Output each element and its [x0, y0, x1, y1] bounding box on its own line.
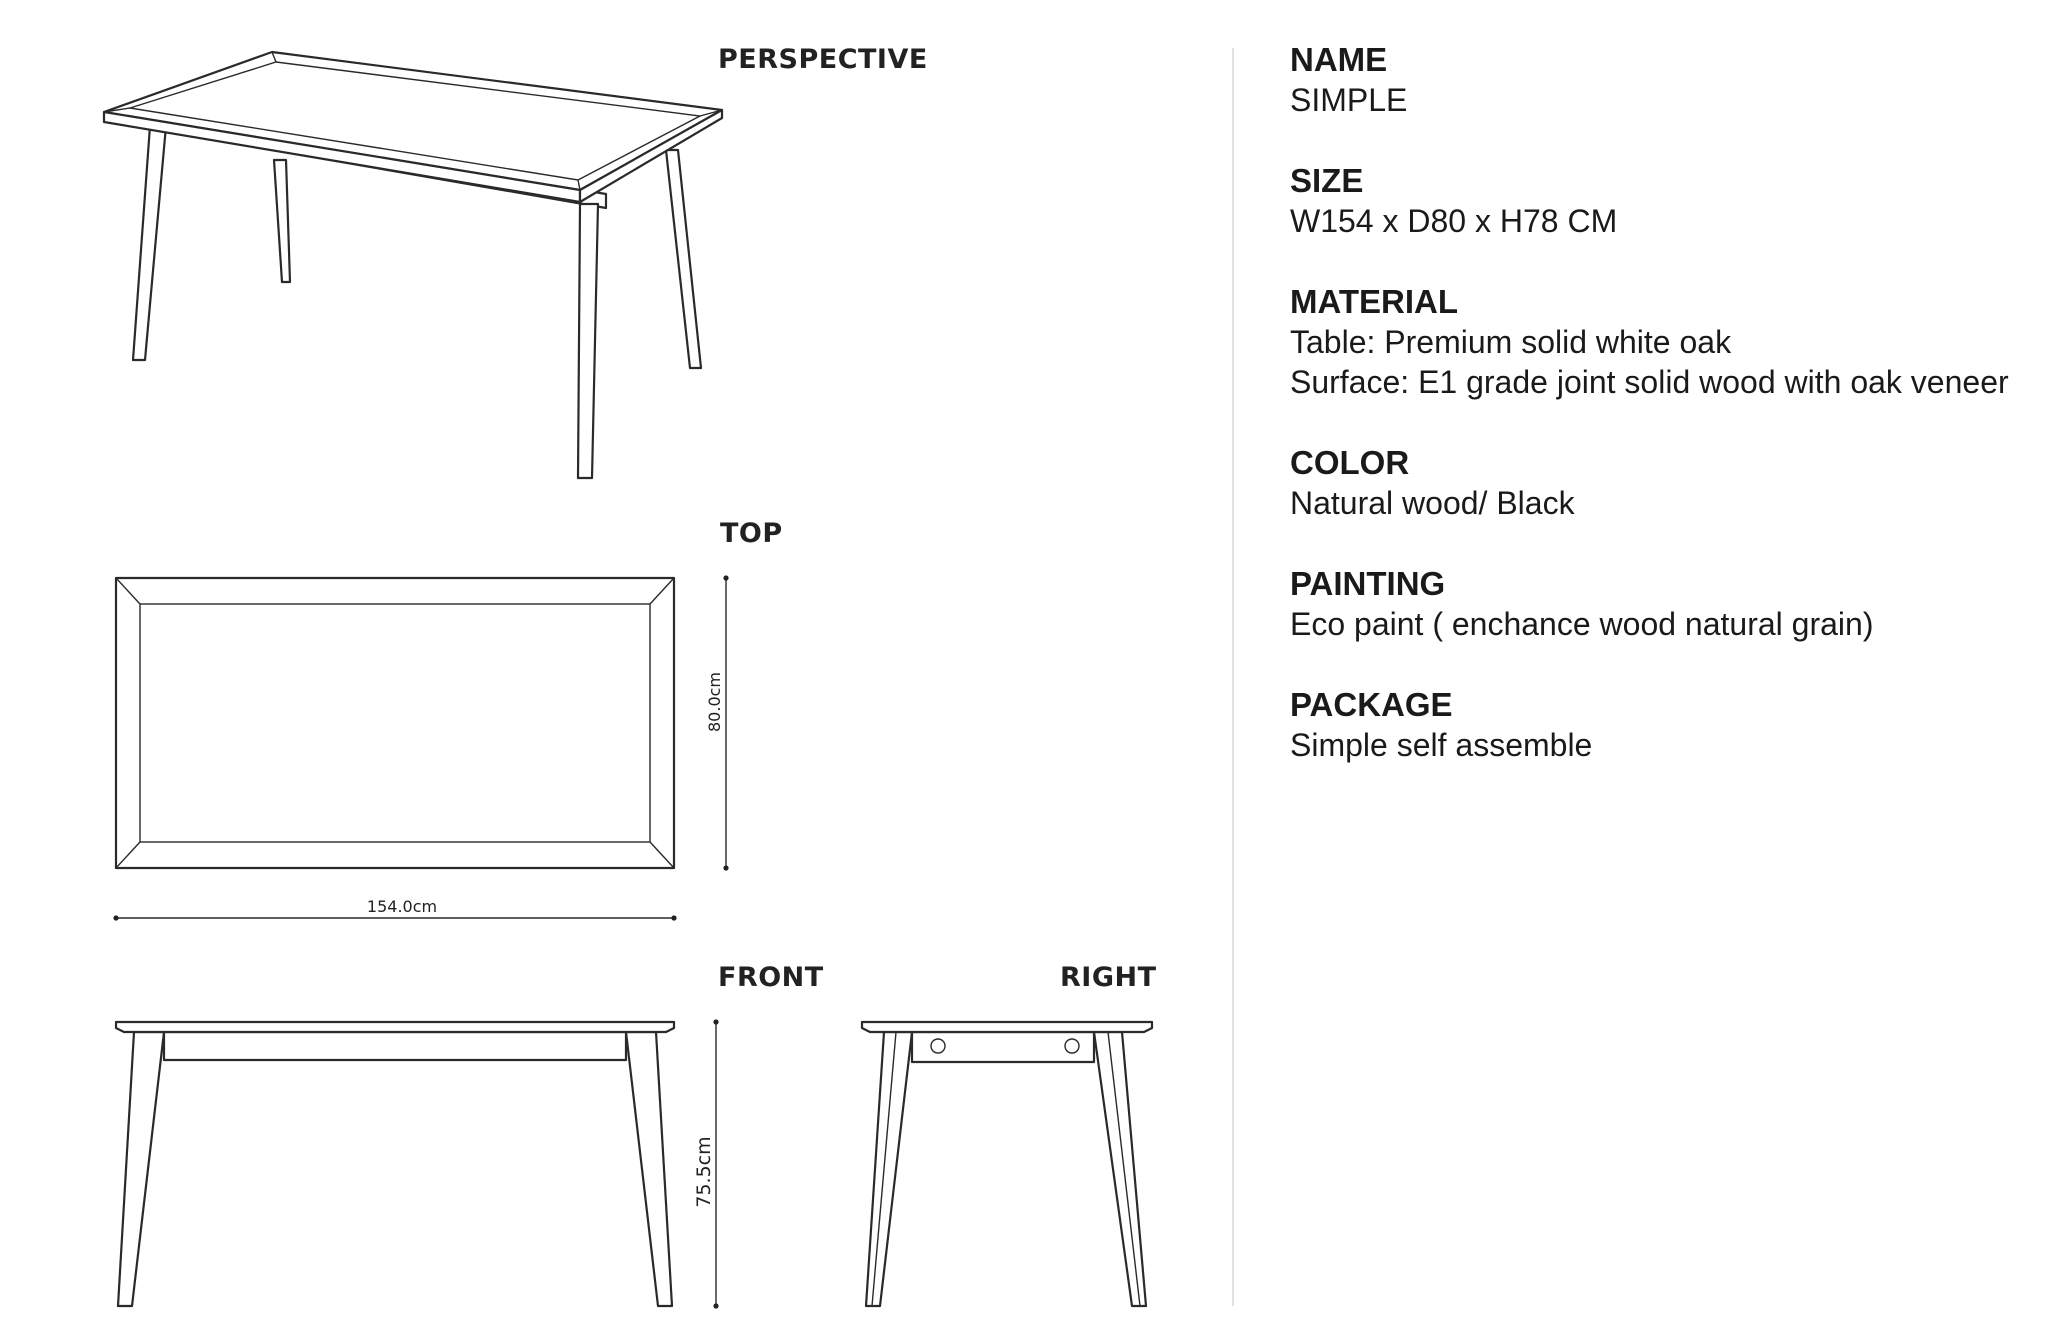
spec-panel: [1290, 40, 2030, 806]
spec-value: SIMPLE: [1290, 82, 1408, 118]
spec-material: [1290, 282, 2030, 402]
spec-title: MATERIAL: [1290, 283, 1459, 320]
depth-dimension-label: 80.0cm: [705, 671, 724, 733]
top-view: [113, 575, 728, 920]
right-view-label: RIGHT: [1060, 962, 1157, 993]
front-view-label: FRONT: [718, 962, 824, 993]
spec-title: NAME: [1290, 41, 1388, 78]
width-dimension-label: 154.0cm: [366, 897, 438, 916]
perspective-view-label: PERSPECTIVE: [718, 44, 928, 75]
spec-package: [1290, 685, 2030, 765]
spec-title: PAINTING: [1290, 565, 1446, 602]
height-dimension-label: 75.5cm: [693, 1136, 715, 1208]
spec-value: Eco paint ( enchance wood natural grain): [1290, 606, 1874, 642]
right-view: [862, 1022, 1152, 1306]
spec-title: SIZE: [1290, 162, 1364, 199]
spec-value: Simple self assemble: [1290, 727, 1593, 763]
spec-title: COLOR: [1290, 444, 1410, 481]
spec-name: [1290, 40, 2030, 120]
perspective-view: [104, 52, 722, 478]
section-divider: [1232, 48, 1234, 1306]
top-view-label: TOP: [720, 518, 783, 549]
spec-title: PACKAGE: [1290, 686, 1453, 723]
spec-color: [1290, 443, 2030, 523]
spec-painting: [1290, 564, 2030, 644]
front-view: [116, 1019, 719, 1308]
spec-value: Surface: E1 grade joint solid wood with oak veneer: [1290, 364, 2009, 400]
spec-value: W154 x D80 x H78 CM: [1290, 203, 1618, 239]
spec-value: Natural wood/ Black: [1290, 485, 1575, 521]
spec-value: Table: Premium solid white oak: [1290, 324, 1732, 360]
spec-size: [1290, 161, 2030, 241]
